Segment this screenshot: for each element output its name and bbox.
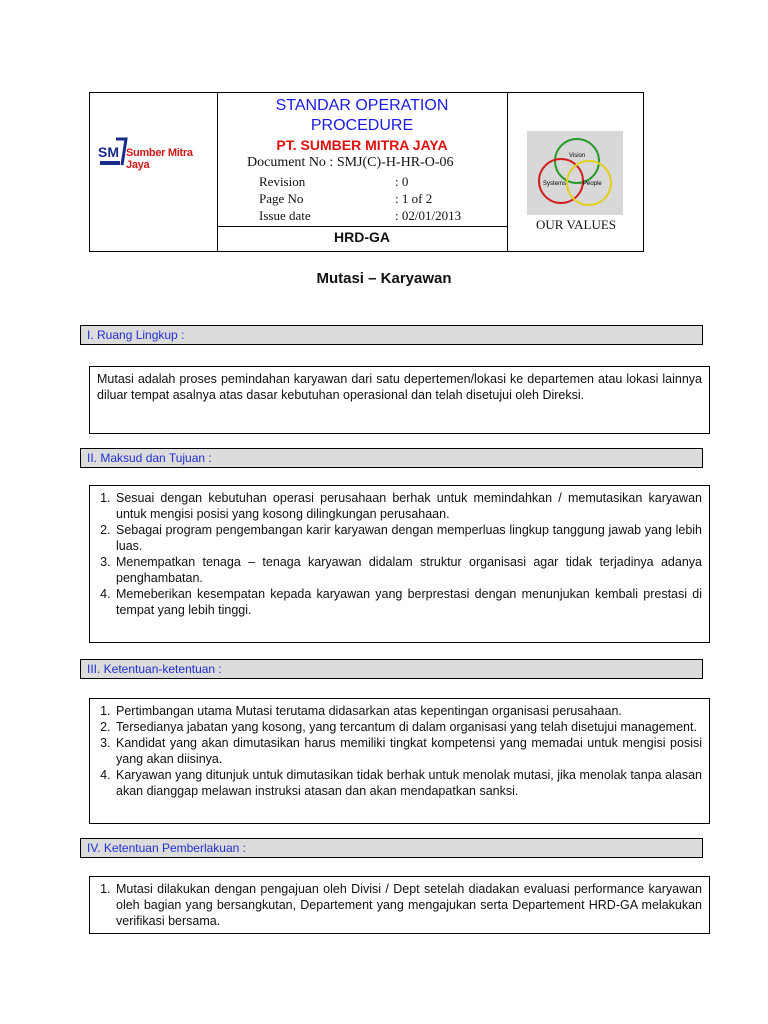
meta-label-issue-date: Issue date [259,208,311,223]
values-cell [507,93,644,251]
values-circles-icon [527,131,623,215]
company-logo [96,131,214,171]
department-label: HRD-GA [334,229,390,245]
section-box-maksud-tujuan [89,485,710,643]
list-item: 1. Sesuai dengan kebutuhan operasi perusahaan berhak untuk memindahkan / memutasikan karyawan untuk mengisi posisi yang kosong dilingkungan perusahaan. [114,490,702,522]
values-word-vision: Vision [569,153,586,159]
document-number: Document No : SMJ(C)-H-HR-O-06 [247,155,454,170]
meta-label-page: Page No [259,191,304,206]
ruang-lingkup-text: Mutasi adalah proses pemindahan karyawan dari satu depertemen/lokasi ke departemen atau lokasi lainnya diluar tempat asalnya atas dasar kebutuhan operasional dan telah disetujui oleh Direksi. [97,372,702,402]
section-box-ruang-lingkup [89,366,710,434]
our-values-label: OUR VALUES [535,217,617,232]
section-heading-maksud-tujuan: II. Maksud dan Tujuan : [80,448,703,468]
section-heading-ruang-lingkup: I. Ruang Lingkup : [80,325,703,345]
list-item: 4. Karyawan yang ditunjuk untuk dimutasikan tidak berhak untuk menolak mutasi, jika menolak tanpa alasan akan dianggap melawan instruksi atasan dan akan mendapatkan sanksi. [114,767,702,799]
meta-value-revision: : 0 [395,174,409,189]
list-item: 4. Memeberikan kesempatan kepada karyawan yang berprestasi dengan menunjukan kembali prestasi di tempat yang lebih tinggi. [114,586,702,618]
section-heading-pemberlakuan: IV. Ketentuan Pemberlakuan : [80,838,703,858]
logo-cell [90,93,218,251]
values-word-people: People [583,181,602,187]
maksud-tujuan-list [97,490,702,618]
list-item: 2. Sebagai program pengembangan karir karyawan dengan memperluas lingkup tanggung jawab yang lebih luas. [114,522,702,554]
header-divider [217,226,507,227]
logo-text: Sumber Mitra Jaya [126,147,193,171]
sop-title-line2: PROCEDURE [310,117,414,134]
logo-mark-text: SM [98,144,119,160]
list-item: 3. Menempatkan tenaga – tenaga karyawan didalam struktur organisasi agar tidak terjadinya adanya penghambatan. [114,554,702,586]
values-word-systems: Systems [543,181,567,187]
section-box-ketentuan [89,698,710,824]
list-item: 3. Kandidat yang akan dimutasikan harus memiliki tingkat kompetensi yang memadai untuk mengisi posisi yang akan diisinya. [114,735,702,767]
meta-value-page: : 1 of 2 [395,191,433,206]
company-name: PT. SUMBER MITRA JAYA [276,137,448,153]
list-item: 2. Tersedianya jabatan yang kosong, yang tercantum di dalam organisasi yang telah disetujui management. [114,719,702,735]
meta-label-revision: Revision [259,174,306,189]
ketentuan-list [97,703,702,799]
header-table [89,92,644,252]
section-box-pemberlakuan [89,876,710,934]
list-item: 1. Pertimbangan utama Mutasi terutama didasarkan atas kepentingan organisasi perusahaan. [114,703,702,719]
list-item: 1. Mutasi dilakukan dengan pengajuan oleh Divisi / Dept setelah diadakan evaluasi performance karyawan oleh bagian yang bersangkutan, Departement yang mengajukan serta Departement HRD-GA melakukan verifikasi bersama. [114,881,702,929]
document-title: Mutasi – Karyawan [316,270,452,287]
section-heading-ketentuan: III. Ketentuan-ketentuan : [80,659,703,679]
values-diagram [527,131,623,215]
pemberlakuan-list [97,881,702,929]
meta-value-issue-date: : 02/01/2013 [395,208,462,223]
sop-title-line1: STANDAR OPERATION [275,97,449,114]
